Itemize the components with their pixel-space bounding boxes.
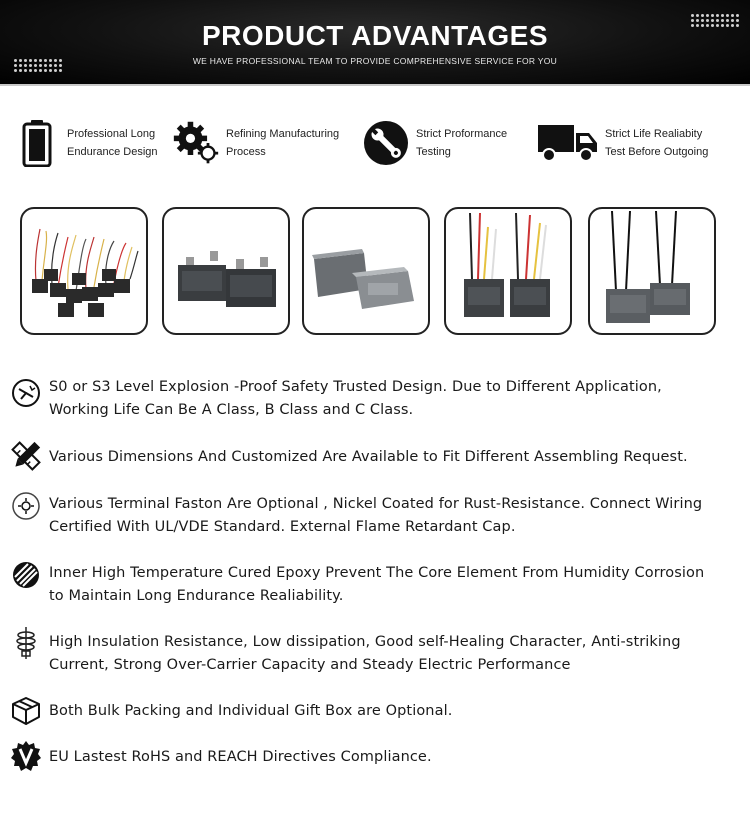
header-banner: [0, 0, 750, 86]
feature-line: Various Terminal Faston Are Optional , Nickel Coated for Rust-Resistance. Connect Wiring: [49, 496, 703, 512]
terminal-icon: [10, 490, 42, 522]
wrench-icon: [362, 119, 410, 167]
truck-icon: [537, 119, 599, 167]
feature-line: Inner High Temperature Cured Epoxy Prevent The Core Element From Humidity Corrosion: [49, 565, 705, 581]
advantage-line: Test Before Outgoing: [605, 146, 709, 158]
feature-line: Certified With UL/VDE Standard. External Flame Retardant Cap.: [49, 519, 516, 535]
advantage-item-testing: [362, 116, 507, 170]
advantage-line: Testing: [416, 146, 451, 158]
feature-line: Current, Strong Over-Carrier Capacity and Steady Electric Performance: [49, 657, 571, 673]
advantage-line: Refining Manufacturing: [226, 128, 340, 140]
page-title: PRODUCT ADVANTAGES: [201, 20, 549, 51]
compliance-badge-icon: [10, 740, 42, 772]
pencil-ruler-icon: [10, 440, 42, 472]
gears-icon: [172, 119, 220, 167]
advantage-line: Strict Proformance: [416, 128, 508, 140]
feature-line: EU Lastest RoHS and REACH Directives Compliance.: [49, 749, 432, 765]
advantage-line: Process: [226, 146, 266, 158]
capacitor-pair-photo: [162, 207, 290, 335]
capacitor-angled-photo: [302, 207, 430, 335]
capacitor-cluster-photo: [20, 207, 148, 335]
page-subtitle: WE HAVE PROFESSIONAL TEAM TO PROVIDE COMPREHENSIVE SERVICE FOR YOU: [192, 56, 558, 66]
advantage-item-life-test: [537, 116, 708, 170]
epoxy-icon: [10, 559, 42, 591]
advantage-item-manufacturing: [172, 116, 339, 170]
insulator-icon: [10, 627, 42, 659]
advantage-line: Professional Long: [67, 128, 156, 140]
battery-icon: [13, 119, 61, 167]
package-box-icon: [10, 694, 42, 726]
capacitor-wired-photo: [444, 207, 572, 335]
feature-line: Working Life Can Be A Class, B Class and C Class.: [49, 402, 414, 418]
explosion-proof-icon: [10, 377, 42, 409]
advantage-line: Strict Life Realiabity: [605, 128, 703, 140]
advantage-line: Endurance Design: [67, 146, 158, 158]
feature-line: Various Dimensions And Customized Are Available to Fit Different Assembling Request.: [49, 449, 688, 465]
advantage-item-endurance: [13, 116, 158, 170]
capacitor-black-wires-photo: [588, 207, 716, 335]
feature-line: High Insulation Resistance, Low dissipation, Good self-Healing Character, Anti-striking: [49, 634, 681, 650]
feature-line: S0 or S3 Level Explosion -Proof Safety Trusted Design. Due to Different Application,: [49, 379, 662, 395]
feature-line: to Maintain Long Endurance Realiability.: [49, 588, 344, 604]
feature-line: Both Bulk Packing and Individual Gift Box are Optional.: [49, 703, 453, 719]
